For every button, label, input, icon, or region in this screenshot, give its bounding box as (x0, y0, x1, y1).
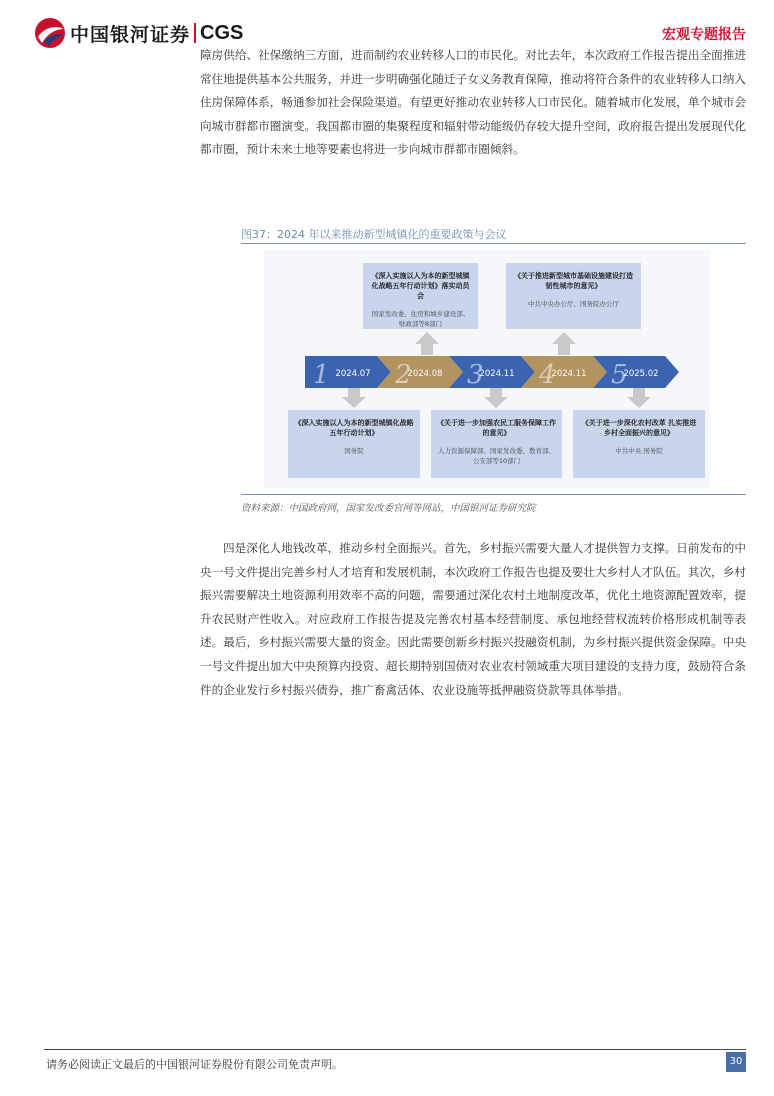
timeline-date: 2025.02 (623, 369, 659, 379)
figure-title: 图37：2024 年以来推动新型城镇化的重要政策与会议 (241, 228, 507, 241)
timeline-date: 2024.08 (407, 369, 443, 379)
timeline-step-number: 2 (395, 360, 412, 388)
logo-chinese-name: 中国银河证券 (70, 23, 191, 46)
report-type-label: 宏观专题报告 (662, 27, 746, 43)
timeline-segment (305, 356, 391, 388)
figure-bottom-rule (241, 494, 746, 495)
policy-document: 《深入实施以人为本的新型城镇化战略五年行动计划》 (294, 419, 414, 437)
timeline-step-number: 5 (611, 360, 628, 388)
policy-document: 《关于推进新型城市基础设施建设打造韧性城市的意见》 (514, 272, 633, 290)
timeline-step-number: 1 (313, 360, 330, 388)
timeline-date: 2024.11 (551, 369, 587, 379)
timeline (305, 356, 681, 388)
policy-issuer: 国务院 (344, 447, 364, 455)
policy-box-4 (431, 410, 562, 478)
figure-top-rule (241, 243, 746, 244)
policy-box-1 (363, 263, 478, 329)
figure-source: 资料来源：中国政府网，国家发改委官网等网站，中国银河证券研究院 (241, 503, 536, 514)
policy-issuer: 人力资源保障部、国家发改委、教育部、公安部等10部门 (438, 447, 555, 465)
logo-english-name: CGS (200, 21, 244, 44)
policy-document: 《关于进一步深化农村改革 扎实推进乡村全面振兴的意见》 (581, 419, 697, 437)
policy-issuer: 中共中央 国务院 (615, 447, 663, 455)
footer-disclaimer: 请务必阅读正文最后的中国银河证券股份有限公司免责声明。 (46, 1058, 343, 1071)
timeline-step-number: 3 (467, 360, 484, 388)
timeline-date: 2024.07 (335, 369, 371, 379)
policy-box-3 (288, 410, 420, 478)
galaxy-logo-icon (34, 17, 66, 49)
footer-rule (44, 1049, 746, 1050)
policy-issuer: 国家发改委、住房和城乡建设部、财政部等8部门 (371, 310, 470, 328)
policy-document: 《深入实施以人为本的新型城镇化战略五年行动计划》落实动员会 (371, 272, 470, 300)
policy-box-2 (506, 263, 641, 329)
logo-divider (194, 23, 196, 43)
policy-issuer: 中共中央办公厅、国务院办公厅 (528, 300, 619, 308)
timeline-date: 2024.11 (479, 369, 515, 379)
page-number: 30 (726, 1052, 746, 1072)
body-paragraph-1: 障房供给、社保缴纳三方面，进而制约农业转移人口的市民化。对比去年，本次政府工作报告提出全面推进常住地提供基本公共服务，并进一步明确强化随迁子女义务教育保障，推动将符合条件的农业转移人口纳入住房保障体系，畅通参加社会保险渠道。有望更好推动农业转移人口市民化。随着城市化发展，单个城市会向城市群都市圈演变。我国都市圈的集聚程度和辐射带动能级仍存较大提升空间，政府报告提出发展现代化都市圈，预计未来土地等要素也将进一步向城市群都市圈倾斜。 (200, 48, 746, 157)
policy-box-5 (573, 410, 705, 478)
timeline-step-number: 4 (539, 360, 556, 388)
body-paragraph-2: 四是深化人地钱改革，推动乡村全面振兴。首先，乡村振兴需要大量人才提供智力支撑。日前发布的中央一号文件提出完善乡村人才培育和发展机制，本次政府工作报告也提及要壮大乡村人才队伍。其次，乡村振兴需要解决土地资源利用效率不高的问题，需要通过深化农村土地制度改革，优化土地资源配置效率，提升农民财产性收入。对应政府工作报告提及完善农村基本经营制度、承包地经营权流转价格形成机制等表述。最后，乡村振兴需要大量的资金。因此需要创新乡村振兴投融资机制，为乡村振兴提供资金保障。中央一号文件提出加大中央预算内投资、超长期特别国债对农业农村领域重大项目建设的支持力度，鼓励符合条件的企业发行乡村振兴债券，推广畜禽活体、农业设施等抵押融资贷款等具体举措。 (200, 541, 746, 697)
policy-document: 《关于进一步加强农民工服务保障工作的意见》 (437, 419, 556, 437)
